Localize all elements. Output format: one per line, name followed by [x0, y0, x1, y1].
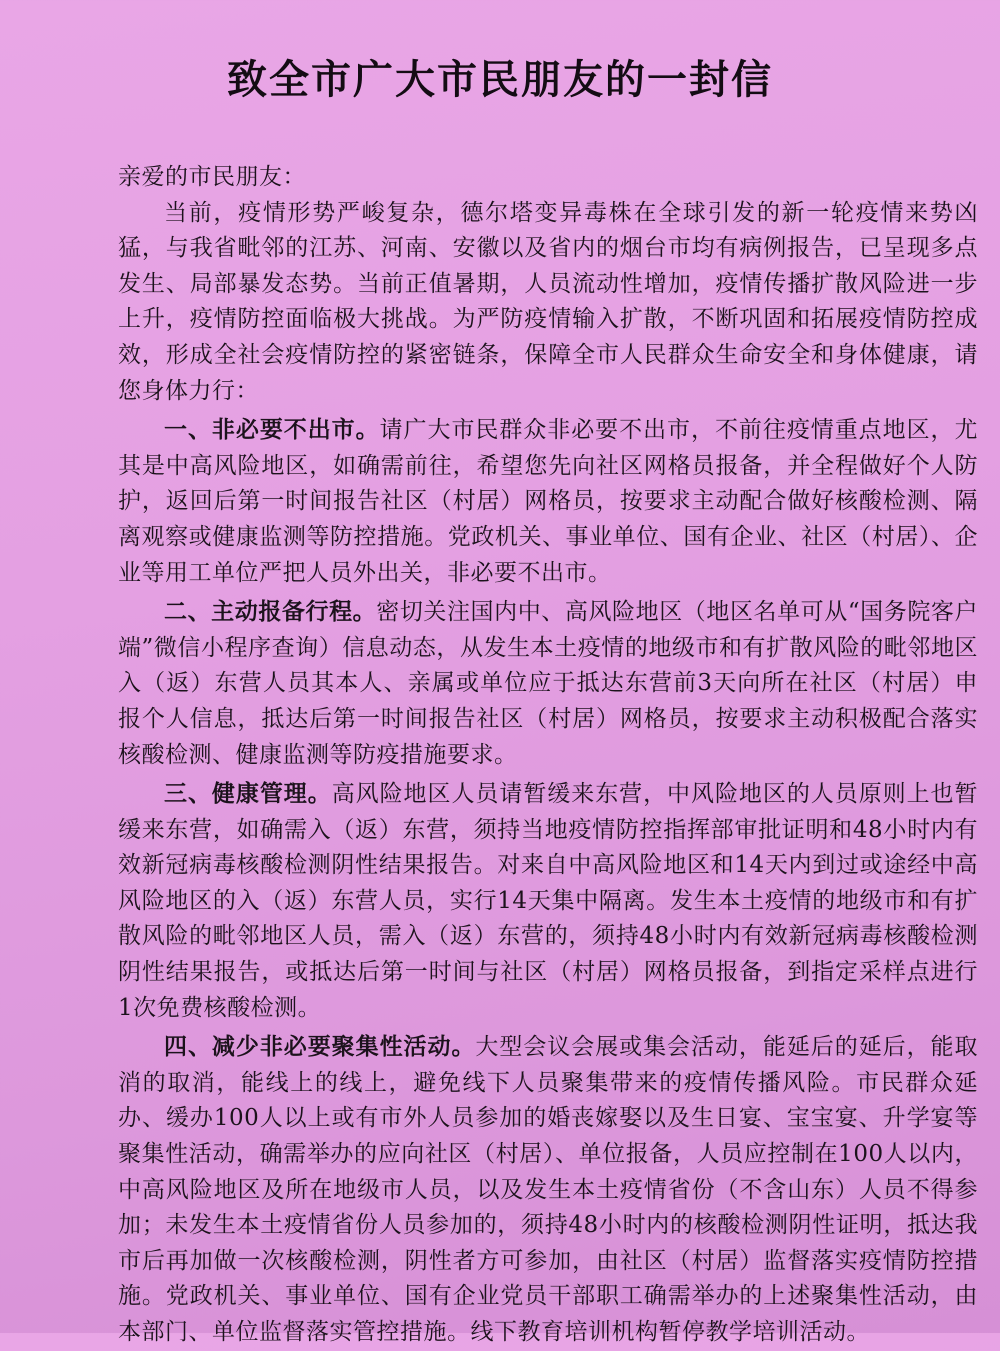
- section-1: [118, 413, 978, 591]
- section-3: [118, 777, 978, 1026]
- section-2: [118, 595, 978, 773]
- section-4: [118, 1030, 978, 1350]
- section-3-text: 高风险地区人员请暂缓来东营，中风险地区的人员原则上也暂缓来东营，如确需入（返）东营，须持当地疫情防控指挥部审批证明和48小时内有效新冠病毒核酸检测阴性结果报告。对来自中高风险地区和14天内到过或途经中高风险地区的入（返）东营人员，实行14天集中隔离。发生本土疫情的地级市和有扩散风险的毗邻地区人员，需入（返）东营的，须持48小时内有效新冠病毒核酸检测阴性结果报告，或抵达后第一时间与社区（村居）网格员报备，到指定采样点进行1次免费核酸检测。: [118, 781, 979, 1021]
- letter-title: 致全市广大市民朋友的一封信: [227, 57, 773, 103]
- section-2-heading: 二、主动报备行程。: [164, 599, 377, 626]
- greeting: 亲爱的市民朋友：: [118, 164, 306, 190]
- section-1-heading: 一、非必要不出市。: [164, 417, 380, 444]
- section-4-text: 大型会议会展或集会活动，能延后的延后，能取消的取消，能线上的线上，避免线下人员聚集带来的疫情传播风险。市民群众延办、缓办100人以上或有市外人员参加的婚丧嫁娶以及生日宴、宝宝宴、升学宴等聚集性活动，确需举办的应向社区（村居）、单位报备，人员应控制在100人以内，中高风险地区及所在地级市人员，以及发生本土疫情省份（不含山东）人员不得参加；未发生本土疫情省份人员参加的，须持48小时内的核酸检测阴性证明，抵达我市后再加做一次核酸检测，阴性者方可参加，由社区（村居）监督落实疫情防控措施。党政机关、事业单位、国有企业党员干部职工确需举办的上述聚集性活动，由本部门、单位监督落实管控措施。线下教育培训机构暂停教学培训活动。: [118, 1034, 979, 1345]
- section-3-heading: 三、健康管理。: [164, 781, 332, 808]
- intro-paragraph: 当前，疫情形势严峻复杂，德尔塔变异毒株在全球引发的新一轮疫情来势凶猛，与我省毗邻的江苏、河南、安徽以及省内的烟台市均有病例报告，已呈现多点发生、局部暴发态势。当前正值暑期，人员流动性增加，疫情传播扩散风险进一步上升，疫情防控面临极大挑战。为严防疫情输入扩散，不断巩固和拓展疫情防控成效，形成全社会疫情防控的紧密链条，保障全市人民群众生命安全和身体健康，请您身体力行：: [118, 199, 978, 404]
- letter-body: [118, 160, 978, 1351]
- section-1-text: 请广大市民群众非必要不出市，不前往疫情重点地区，尤其是中高风险地区，如确需前往，希望您先向社区网格员报备，并全程做好个人防护，返回后第一时间报告社区（村居）网格员，按要求主动配合做好核酸检测、隔离观察或健康监测等防控措施。党政机关、事业单位、国有企业、社区（村居）、企业等用工单位严把人员外出关，非必要不出市。: [118, 417, 979, 586]
- section-4-heading: 四、减少非必要聚集性活动。: [164, 1034, 476, 1061]
- section-2-text: 密切关注国内中、高风险地区（地区名单可从“国务院客户端”微信小程序查询）信息动态，从发生本土疫情的地级市和有扩散风险的毗邻地区入（返）东营人员其本人、亲属或单位应于抵达东营前3天向所在社区（村居）申报个人信息，抵达后第一时间报告社区（村居）网格员，按要求主动积极配合落实核酸检测、健康监测等防疫措施要求。: [118, 599, 979, 768]
